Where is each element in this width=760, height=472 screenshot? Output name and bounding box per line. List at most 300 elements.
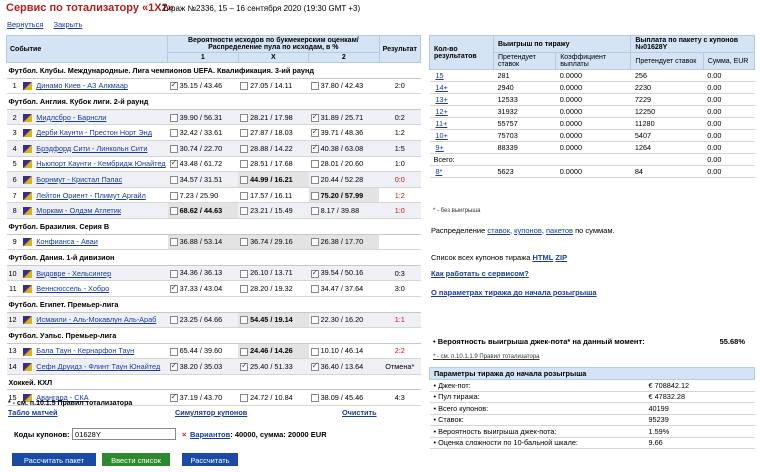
outcome-2-checkbox[interactable] — [311, 114, 319, 122]
event-link[interactable]: Дерби Каунти - Престон Норт Энд — [36, 128, 152, 138]
event-flag-cell — [21, 359, 35, 375]
rules-note: * - см. п.10.1.5 Правил тотализатора — [8, 400, 133, 407]
payout-row — [430, 94, 755, 106]
outcome-x-prob: 26.10 / 13.71 — [250, 268, 293, 278]
flag-icon — [23, 192, 32, 200]
outcome-1-checkbox[interactable] — [170, 285, 178, 293]
flag-icon — [23, 176, 32, 184]
param-row — [430, 437, 755, 449]
event-result: 0:0 — [379, 172, 420, 188]
outcome-2-checkbox[interactable] — [311, 145, 319, 153]
event-cell — [34, 359, 167, 375]
event-cell — [34, 109, 167, 125]
outcome-x-cell — [238, 172, 308, 188]
params-title: Параметры тиража до начала розыгрыша — [430, 368, 755, 380]
event-number: 10 — [7, 265, 21, 281]
results-count-cell — [430, 118, 494, 130]
event-flag-cell — [21, 109, 35, 125]
match-table-link[interactable]: Таблo матчей — [8, 408, 58, 417]
outcome-1-checkbox[interactable] — [170, 129, 178, 137]
event-number: 2 — [7, 109, 21, 125]
payout-row — [430, 166, 755, 178]
outcome-2-checkbox[interactable] — [311, 316, 319, 324]
dist-prefix: Распределение — [431, 226, 488, 235]
outcome-x-prob: 28.88 / 14.22 — [250, 143, 293, 153]
dist-coupons-link[interactable]: купонов — [514, 226, 542, 235]
total-row — [430, 154, 755, 166]
group-title: Футбол. Бразилия. Серия B — [7, 218, 421, 234]
event-number: 15 — [7, 390, 21, 406]
outcome-x-prob: 28.51 / 17.68 — [250, 159, 293, 169]
event-flag-cell — [21, 265, 35, 281]
outcome-1-checkbox[interactable] — [170, 176, 178, 184]
flag-icon — [23, 238, 32, 246]
prob-value: 55.68% — [719, 337, 745, 346]
event-link[interactable]: Моркам - Олдэм Атлетик — [36, 206, 122, 216]
event-flag-cell — [21, 343, 35, 359]
flag-icon — [23, 207, 32, 215]
outcome-x-checkbox[interactable] — [240, 192, 248, 200]
payout-row — [430, 130, 755, 142]
outcome-2-checkbox[interactable] — [311, 176, 319, 184]
group-header — [7, 94, 421, 110]
param-value: 9.66 — [645, 437, 755, 449]
calc-button[interactable]: Рассчитать — [182, 453, 238, 466]
event-cell — [34, 125, 167, 141]
outcome-2-prob: 36.40 / 13.64 — [320, 362, 364, 372]
event-number: 1 — [7, 78, 21, 94]
clear-codes-icon[interactable]: × — [182, 430, 187, 439]
outcome-x-cell — [238, 265, 308, 281]
outcome-1-prob: 7.23 / 25.90 — [179, 190, 219, 200]
col-2-header: 2 — [309, 53, 379, 63]
flag-icon — [23, 363, 32, 371]
event-row — [7, 125, 421, 141]
event-result — [379, 234, 420, 250]
calc-pack-button[interactable]: Рассчитать пакет — [12, 453, 96, 466]
payout-cell-d: 0.00 — [703, 118, 754, 130]
outcome-2-checkbox[interactable] — [311, 207, 319, 215]
results-count-link[interactable]: 8* — [435, 167, 443, 176]
payout-row — [430, 142, 755, 154]
event-link[interactable]: Видовре - Хельсингер — [36, 268, 112, 278]
outcome-x-checkbox[interactable] — [240, 348, 248, 356]
results-count-cell — [430, 70, 494, 82]
event-row — [7, 140, 421, 156]
payout-cell-a: 5623 — [494, 166, 556, 178]
event-cell — [34, 140, 167, 156]
param-label: • Оценка сложности по 10-бальной шкале: — [430, 437, 645, 449]
outcome-1-prob: 39.90 / 56.31 — [179, 112, 223, 122]
sub-claim-stakes-2: Претендует ставок — [631, 53, 703, 70]
outcome-2-checkbox[interactable] — [311, 394, 319, 402]
outcome-1-checkbox[interactable] — [170, 270, 178, 278]
params-link[interactable]: О параметрах тиража до начала розыгрыша — [431, 288, 597, 297]
draw-info: Тираж №2336, 15 – 16 сентября 2020 (19:30 GMT +3) — [162, 4, 361, 13]
event-flag-cell — [21, 172, 35, 188]
outcome-1-checkbox[interactable] — [170, 160, 178, 168]
outcome-x-checkbox[interactable] — [240, 176, 248, 184]
payout-cell-c: 1264 — [631, 142, 703, 154]
outcome-x-checkbox[interactable] — [240, 394, 248, 402]
variants-info — [190, 430, 327, 439]
flag-icon — [23, 129, 32, 137]
group-header — [7, 328, 421, 344]
outcome-x-checkbox[interactable] — [240, 82, 248, 90]
outcome-1-prob: 34.57 / 31.51 — [179, 174, 223, 184]
event-result: 1:2 — [379, 125, 420, 141]
event-result: 1:5 — [379, 140, 420, 156]
results-count-cell — [430, 166, 494, 178]
outcome-x-checkbox[interactable] — [240, 207, 248, 215]
payout-cell-b: 0.0000 — [556, 118, 631, 130]
outcome-2-cell — [309, 265, 379, 281]
outcome-x-checkbox[interactable] — [240, 114, 248, 122]
payout-cell-d: 0.00 — [703, 166, 754, 178]
total-label: Всего: — [430, 154, 704, 166]
event-number: 8 — [7, 203, 21, 219]
results-count-link[interactable]: 13+ — [435, 95, 448, 104]
group-header — [7, 250, 421, 266]
param-row — [430, 426, 755, 438]
event-cell — [34, 78, 167, 94]
outcome-1-cell — [168, 234, 238, 250]
event-number: 7 — [7, 187, 21, 203]
flag-icon — [23, 160, 32, 168]
flag-icon — [23, 82, 32, 90]
outcome-2-prob: 34.47 / 37.64 — [320, 284, 364, 294]
results-count-cell — [430, 106, 494, 118]
event-flag-cell — [21, 312, 35, 328]
event-link[interactable]: Динамо Киев - АЗ Алкмаар — [36, 81, 128, 91]
outcome-2-prob: 39.71 / 48.36 — [320, 128, 364, 138]
group-header — [7, 296, 421, 312]
no-win-note: * - без выигрыша — [433, 208, 481, 214]
payout-cell-d: 0.00 — [703, 94, 754, 106]
outcome-1-prob: 36.88 / 53.14 — [179, 237, 223, 247]
total-value: 0.00 — [703, 154, 754, 166]
payout-cell-c: 256 — [631, 70, 703, 82]
outcome-1-cell — [168, 390, 238, 406]
results-count-link[interactable]: 14+ — [435, 83, 448, 92]
outcome-2-cell — [309, 172, 379, 188]
event-link[interactable]: Борнмут - Кристал Пэлас — [36, 174, 123, 184]
outcome-2-checkbox[interactable] — [311, 129, 319, 137]
payout-cell-d: 0.00 — [703, 70, 754, 82]
payout-cell-b: 0.0000 — [556, 142, 631, 154]
outcome-x-prob: 24.72 / 10.84 — [250, 393, 293, 403]
outcome-2-prob: 22.30 / 16.20 — [320, 315, 364, 325]
outcome-2-cell — [309, 234, 379, 250]
payout-cell-c: 7229 — [631, 94, 703, 106]
param-value: 40199 — [645, 403, 755, 415]
outcome-2-checkbox[interactable] — [311, 160, 319, 168]
zip-link[interactable]: ZIP — [555, 253, 568, 262]
param-row — [430, 414, 755, 426]
clear-link[interactable]: Очистить — [342, 408, 377, 417]
outcome-2-prob: 31.89 / 25.71 — [320, 112, 364, 122]
payout-cell-a: 2940 — [494, 82, 556, 94]
outcome-x-checkbox[interactable] — [240, 129, 248, 137]
sub-claim-stakes: Претендует ставок — [494, 53, 556, 70]
outcome-1-checkbox[interactable] — [170, 207, 178, 215]
group-title: Футбол. Египет. Премьер-лига — [7, 296, 421, 312]
outcome-x-prob: 17.57 / 16.11 — [250, 190, 293, 200]
group-title: Футбол. Уэльс. Премьер-лига — [7, 328, 421, 344]
outcome-1-cell — [168, 140, 238, 156]
event-row — [7, 312, 421, 328]
back-link[interactable]: Вернуться — [7, 20, 44, 29]
results-count-link[interactable]: 15 — [435, 71, 444, 80]
event-result: 0:2 — [379, 109, 420, 125]
payout-row — [430, 82, 755, 94]
param-row — [430, 403, 755, 415]
outcome-2-prob: 38.09 / 45.46 — [320, 393, 364, 403]
payout-cell-c: 11280 — [631, 118, 703, 130]
prob-bullet: • — [433, 337, 438, 346]
outcome-1-cell — [168, 312, 238, 328]
outcome-2-prob: 39.54 / 50.16 — [320, 268, 364, 278]
dist-packs-link[interactable]: пакетов — [545, 226, 574, 235]
results-count-cell — [430, 94, 494, 106]
event-number: 6 — [7, 172, 21, 188]
outcome-x-cell — [238, 109, 308, 125]
results-count-cell — [430, 82, 494, 94]
payout-cell-d: 0.00 — [703, 82, 754, 94]
outcome-x-checkbox[interactable] — [240, 270, 248, 278]
outcome-2-cell — [309, 187, 379, 203]
outcome-x-checkbox[interactable] — [240, 238, 248, 246]
event-link[interactable]: Ньюпорт Каунти - Кембридж Юнайтед — [36, 159, 166, 169]
outcome-2-prob: 40.38 / 63.08 — [320, 143, 364, 153]
col-pack-payout: Выплата по пакету с купонов №01628Y — [631, 36, 755, 53]
outcome-x-prob: 28.20 / 19.32 — [250, 284, 293, 294]
outcome-x-cell — [238, 203, 308, 219]
outcome-x-cell — [238, 312, 308, 328]
payout-row — [430, 70, 755, 82]
outcome-2-cell — [309, 78, 379, 94]
outcome-x-cell — [238, 390, 308, 406]
outcome-2-cell — [309, 156, 379, 172]
event-row — [7, 78, 421, 94]
how-to-link[interactable]: Как работать с сервисом? — [431, 269, 529, 278]
event-number: 12 — [7, 312, 21, 328]
outcome-x-cell — [238, 281, 308, 297]
outcome-1-checkbox[interactable] — [170, 82, 178, 90]
event-row — [7, 265, 421, 281]
outcome-2-prob: 75.20 / 57.99 — [320, 190, 364, 200]
dist-suffix: по суммам. — [573, 226, 615, 235]
event-link[interactable]: Лейтон Ориент - Плимут Аргайл — [36, 190, 146, 200]
group-header — [7, 63, 421, 79]
event-link[interactable]: Брэдфорд Сити - Линкольн Сити — [36, 143, 148, 153]
outcome-x-checkbox[interactable] — [240, 363, 248, 371]
param-label: • Пул тиража: — [430, 391, 645, 403]
outcome-2-checkbox[interactable] — [311, 363, 319, 371]
variants-text: : 40000, сумма: 20000 EUR — [230, 430, 327, 439]
col-1-header: 1 — [168, 53, 238, 63]
outcome-1-cell — [168, 156, 238, 172]
outcome-2-cell — [309, 343, 379, 359]
outcome-1-cell — [168, 265, 238, 281]
event-cell — [34, 312, 167, 328]
payout-row — [430, 118, 755, 130]
outcome-2-cell — [309, 109, 379, 125]
param-value: € 708842.12 — [645, 380, 755, 392]
outcome-2-prob: 28.01 / 20.60 — [320, 159, 364, 169]
header-bar — [0, 0, 760, 18]
outcome-1-checkbox[interactable] — [170, 238, 178, 246]
event-result: 3:0 — [379, 281, 420, 297]
event-flag-cell — [21, 203, 35, 219]
event-row — [7, 359, 421, 375]
coupon-simulator-link[interactable]: Симулятор купонов — [175, 408, 248, 417]
outcome-1-prob: 30.74 / 22.70 — [179, 143, 223, 153]
outcome-x-cell — [238, 234, 308, 250]
event-link[interactable]: Мидлсбро - Барнсли — [36, 112, 107, 122]
outcome-2-checkbox[interactable] — [311, 82, 319, 90]
distribution-text: Распределение ставок, купонов, пакетов по суммам. — [431, 226, 615, 235]
draw-params-table — [429, 367, 755, 449]
outcome-1-cell — [168, 359, 238, 375]
outcome-2-cell — [309, 140, 379, 156]
outcome-1-prob: 35.15 / 43.46 — [179, 81, 223, 91]
event-link[interactable]: Бала Таун - Кернарфон Таун — [36, 346, 135, 356]
event-link[interactable]: Веннсюссель - Хобро — [36, 284, 110, 294]
close-link[interactable]: Закрыть — [53, 20, 83, 29]
event-cell — [34, 187, 167, 203]
outcome-1-prob: 32.42 / 33.61 — [179, 128, 223, 138]
col-prob-header: Вероятности исходов по букмекерским оценкам/ Распределение пула по исходам, в % — [168, 36, 379, 53]
outcome-x-checkbox[interactable] — [240, 316, 248, 324]
flag-icon — [23, 285, 32, 293]
event-result: Отмена* — [379, 359, 420, 375]
results-count-link[interactable]: 11+ — [435, 119, 448, 128]
outcome-1-checkbox[interactable] — [170, 363, 178, 371]
outcome-1-cell — [168, 109, 238, 125]
event-cell — [34, 281, 167, 297]
payout-cell-b: 0.0000 — [556, 94, 631, 106]
outcome-1-prob: 43.48 / 61.72 — [179, 159, 223, 169]
outcome-1-cell — [168, 125, 238, 141]
list-prefix: Список всех купонов тиража — [431, 253, 533, 262]
event-row — [7, 203, 421, 219]
event-link[interactable]: Сефн Друидз - Флинт Таун Юнайтед — [36, 362, 161, 372]
outcome-x-cell — [238, 187, 308, 203]
outcome-2-checkbox[interactable] — [311, 285, 319, 293]
outcome-x-checkbox[interactable] — [240, 160, 248, 168]
results-count-link[interactable]: 12+ — [435, 107, 448, 116]
outcome-1-prob: 37.19 / 43.70 — [179, 393, 223, 403]
outcome-2-checkbox[interactable] — [311, 270, 319, 278]
coupon-codes-input[interactable] — [72, 428, 176, 440]
outcome-1-checkbox[interactable] — [170, 394, 178, 402]
event-result: 0:3 — [379, 265, 420, 281]
event-cell — [34, 203, 167, 219]
event-link[interactable]: Исмаили - Аль-Мокавлун Аль-Араб — [36, 315, 157, 325]
outcome-2-cell — [309, 281, 379, 297]
sub-coef: Коэффициент выплаты — [556, 53, 631, 70]
event-result: 1:1 — [379, 312, 420, 328]
outcome-1-checkbox[interactable] — [170, 192, 178, 200]
payout-cell-b: 0.0000 — [556, 70, 631, 82]
outcome-2-checkbox[interactable] — [311, 348, 319, 356]
outcome-1-cell — [168, 78, 238, 94]
event-cell — [34, 172, 167, 188]
col-results-count: Кол-во результатов — [430, 36, 494, 70]
payout-cell-a: 75703 — [494, 130, 556, 142]
outcome-2-cell — [309, 125, 379, 141]
outcome-2-cell — [309, 359, 379, 375]
outcome-x-prob: 24.46 / 14.26 — [250, 346, 293, 356]
outcome-1-prob: 65.44 / 39.60 — [179, 346, 223, 356]
outcome-1-checkbox[interactable] — [170, 145, 178, 153]
outcome-x-checkbox[interactable] — [240, 285, 248, 293]
variants-link[interactable]: Вариантов — [190, 430, 231, 439]
event-number: 4 — [7, 140, 21, 156]
results-count-link[interactable]: 9+ — [435, 143, 444, 152]
event-number: 5 — [7, 156, 21, 172]
outcome-x-checkbox[interactable] — [240, 145, 248, 153]
outcome-2-cell — [309, 203, 379, 219]
outcome-1-checkbox[interactable] — [170, 316, 178, 324]
outcome-1-cell — [168, 203, 238, 219]
param-label: • Вероятность выигрыша джек-пота: — [430, 426, 645, 438]
results-count-cell — [430, 142, 494, 154]
top-links — [7, 20, 90, 29]
jackpot-probability — [429, 334, 755, 350]
event-cell — [34, 156, 167, 172]
flag-icon — [23, 270, 32, 278]
event-flag-cell — [21, 140, 35, 156]
html-link[interactable]: HTML — [532, 253, 554, 262]
page-title: Сервис по тотализатору «1X2» — [6, 2, 174, 14]
outcome-x-prob: 36.74 / 29.16 — [250, 237, 293, 247]
outcome-1-checkbox[interactable] — [170, 348, 178, 356]
group-title: Футбол. Англия. Кубок лиги. 2-й раунд — [7, 94, 421, 110]
outcome-2-cell — [309, 390, 379, 406]
payout-cell-a: 88339 — [494, 142, 556, 154]
event-link[interactable]: Авангард - СКА — [36, 393, 89, 403]
prob-rules-link[interactable]: * - см. п.10.1.1.9 Правил тотализатора — [433, 354, 540, 360]
coupon-codes-label: Коды купонов: — [14, 430, 70, 439]
outcome-x-cell — [238, 78, 308, 94]
results-count-link[interactable]: 10+ — [435, 131, 448, 140]
coupon-list-text — [431, 253, 567, 262]
outcome-1-checkbox[interactable] — [170, 114, 178, 122]
outcome-2-checkbox[interactable] — [311, 192, 319, 200]
outcome-1-prob: 34.36 / 36.13 — [179, 268, 223, 278]
payout-row — [430, 106, 755, 118]
enter-list-button[interactable]: Ввести список — [102, 453, 170, 466]
param-row — [430, 391, 755, 403]
event-row — [7, 343, 421, 359]
event-link[interactable]: Конфианса - Аваи — [36, 237, 98, 247]
outcome-1-prob: 38.20 / 35.03 — [179, 362, 223, 372]
event-row — [7, 172, 421, 188]
dist-stakes-link[interactable]: ставок — [487, 226, 510, 235]
outcome-2-prob: 26.38 / 17.70 — [320, 237, 364, 247]
payout-cell-d: 0.00 — [703, 106, 754, 118]
payout-cell-a: 55757 — [494, 118, 556, 130]
outcome-x-cell — [238, 343, 308, 359]
outcome-2-checkbox[interactable] — [311, 238, 319, 246]
event-row — [7, 109, 421, 125]
event-flag-cell — [21, 281, 35, 297]
event-flag-cell — [21, 234, 35, 250]
outcome-1-prob: 37.33 / 43.04 — [179, 284, 223, 294]
outcome-x-prob: 27.87 / 18.03 — [250, 128, 293, 138]
